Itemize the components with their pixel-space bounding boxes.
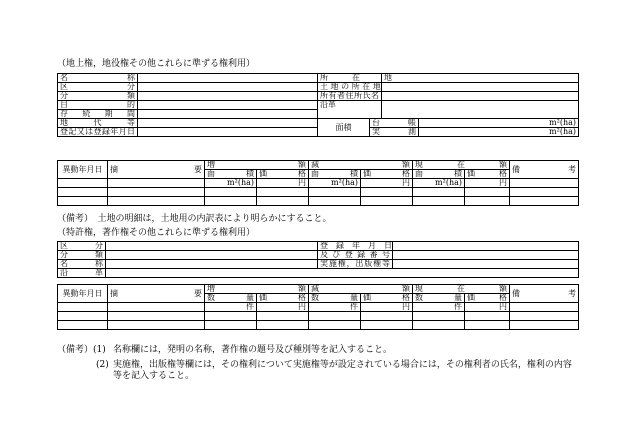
row1-remarks-2[interactable] xyxy=(510,303,579,312)
label-reg-number: 及 び 登 録 番 号 xyxy=(318,251,393,260)
ledger-unit: m²(ha) xyxy=(419,119,579,128)
dec-area: 面 積 xyxy=(309,170,361,179)
row1-inc-qty: 件 xyxy=(205,303,257,312)
cur-area: 面 積 xyxy=(413,170,465,179)
row1-date-2[interactable] xyxy=(58,303,108,312)
row3-cell-2[interactable] xyxy=(309,321,361,330)
row3-cell[interactable] xyxy=(205,197,257,206)
kubun-value[interactable] xyxy=(138,83,318,92)
owner-value[interactable] xyxy=(382,92,579,101)
row1-inc-price-2: 円 xyxy=(257,303,309,312)
col-remarks-2: 備 考 xyxy=(510,285,579,303)
label-kubun: 区 分 xyxy=(58,83,138,92)
row2-cell-2[interactable] xyxy=(257,312,309,321)
row3-remarks[interactable] xyxy=(510,197,579,206)
row2-summary[interactable] xyxy=(108,188,205,197)
label-term: 存 続 期 間 xyxy=(58,110,138,119)
survey-unit: m²(ha) xyxy=(419,128,579,137)
row2-summary-2[interactable] xyxy=(108,312,205,321)
label-rent: 地 代 等 xyxy=(58,119,138,128)
row2-cell-2[interactable] xyxy=(413,312,465,321)
col-summary-2: 摘 要 xyxy=(108,285,205,303)
row2-remarks[interactable] xyxy=(510,188,579,197)
purpose-value[interactable] xyxy=(138,101,318,110)
section2-note2: 実施権，出版権等欄には，その権利について実施権等が設定されている場合には，その権利者の氏名，権利の内容等を記入すること。 xyxy=(113,360,572,381)
col-increase-2: 増 額 xyxy=(205,285,309,294)
kubun-value-2[interactable] xyxy=(106,242,318,251)
row1-dec-price: 円 xyxy=(361,179,413,188)
row3-cell-2[interactable] xyxy=(257,321,309,330)
land-rights-info-table xyxy=(57,73,579,137)
label-bunrui: 分 類 xyxy=(58,92,138,101)
section1-caption: （地上権，地役権その他これらに準ずる権利用） xyxy=(57,59,256,69)
inc-area: 面 積 xyxy=(205,170,257,179)
row3-cell-2[interactable] xyxy=(361,321,413,330)
row3-summary-2[interactable] xyxy=(108,321,205,330)
row1-summary[interactable] xyxy=(108,179,205,188)
label-kubun-2: 区 分 xyxy=(58,242,106,251)
row1-inc-price: 円 xyxy=(257,179,309,188)
bunrui-value-2[interactable] xyxy=(106,251,318,260)
reg-date-value[interactable] xyxy=(138,128,318,137)
location-value[interactable] xyxy=(382,74,579,83)
row1-inc-area: m²(ha) xyxy=(205,179,257,188)
row1-dec-price-2: 円 xyxy=(361,303,413,312)
label-history: 沿革 xyxy=(318,101,382,119)
label-area: 面積 xyxy=(318,119,370,137)
row2-remarks-2[interactable] xyxy=(510,312,579,321)
history-value[interactable] xyxy=(382,101,579,119)
row1-cur-qty: 件 xyxy=(413,303,465,312)
reg-number-value[interactable] xyxy=(393,251,579,260)
inc-price-2: 価 格 xyxy=(257,294,309,303)
col-increase: 増 額 xyxy=(205,161,309,170)
row3-cell[interactable] xyxy=(257,197,309,206)
bunrui-value[interactable] xyxy=(138,92,318,101)
row2-date[interactable] xyxy=(58,188,108,197)
label-purpose: 目 的 xyxy=(58,101,138,110)
inc-qty: 数 量 xyxy=(205,294,257,303)
dec-qty: 数 量 xyxy=(309,294,361,303)
section2-note1: 名称欄には，発明の名称，著作権の題号及び種別等を記入すること。 xyxy=(113,345,393,355)
label-reg-date: 登記又は登録年月日 xyxy=(58,128,138,137)
section1-note: （備考） 土地の明細は，土地用の内訳表により明らかにすること。 xyxy=(57,214,332,224)
row2-cell[interactable] xyxy=(309,188,361,197)
rent-value[interactable] xyxy=(138,119,318,128)
term-value[interactable] xyxy=(138,110,318,119)
row2-cell-2[interactable] xyxy=(361,312,413,321)
row2-cell[interactable] xyxy=(257,188,309,197)
row1-remarks[interactable] xyxy=(510,179,579,188)
row1-cur-area: m²(ha) xyxy=(413,179,465,188)
row3-summary[interactable] xyxy=(108,197,205,206)
cur-price: 価 格 xyxy=(465,170,510,179)
dec-price: 価 格 xyxy=(361,170,413,179)
inc-price: 価 格 xyxy=(257,170,309,179)
ip-rights-movement-table xyxy=(57,284,579,330)
row1-summary-2[interactable] xyxy=(108,303,205,312)
row3-cell[interactable] xyxy=(465,197,510,206)
col-decrease-2: 減 額 xyxy=(309,285,413,294)
name-value-2[interactable] xyxy=(106,260,318,269)
label-bunrui-2: 分 類 xyxy=(58,251,106,260)
row3-date[interactable] xyxy=(58,197,108,206)
section2-caption: （特許権，著作権その他これらに準ずる権利用） xyxy=(57,228,256,238)
row1-dec-qty: 件 xyxy=(309,303,361,312)
dec-price-2: 価 格 xyxy=(361,294,413,303)
row3-cell[interactable] xyxy=(309,197,361,206)
row2-cell-2[interactable] xyxy=(465,312,510,321)
label-license: 実施権，出版権等 xyxy=(318,260,393,269)
row2-cell-2[interactable] xyxy=(205,312,257,321)
row2-cell[interactable] xyxy=(361,188,413,197)
history-value-2[interactable] xyxy=(106,269,579,278)
row2-cell[interactable] xyxy=(413,188,465,197)
ip-rights-info-table xyxy=(57,241,579,278)
row1-dec-area: m²(ha) xyxy=(309,179,361,188)
row3-cell[interactable] xyxy=(413,197,465,206)
row3-remarks-2[interactable] xyxy=(510,321,579,330)
label-name-2: 名 称 xyxy=(58,260,106,269)
row2-cell-2[interactable] xyxy=(309,312,361,321)
col-current-2: 現 在 額 xyxy=(413,285,510,294)
row3-date-2[interactable] xyxy=(58,321,108,330)
name-value[interactable] xyxy=(138,74,318,83)
section2-note2-label: (2) xyxy=(96,360,109,370)
row1-date[interactable] xyxy=(58,179,108,188)
label-owner: 所有者住所氏名 xyxy=(318,92,382,101)
col-summary: 摘 要 xyxy=(108,161,205,179)
row2-cell[interactable] xyxy=(465,188,510,197)
cur-price-2: 価 格 xyxy=(465,294,510,303)
row1-cur-price-2: 円 xyxy=(465,303,510,312)
license-value[interactable] xyxy=(393,260,579,269)
row3-cell[interactable] xyxy=(361,197,413,206)
row3-cell-2[interactable] xyxy=(205,321,257,330)
col-decrease: 減 額 xyxy=(309,161,413,170)
land-rights-movement-table xyxy=(57,160,579,206)
label-land-location: 土 地 の 所 在 地 xyxy=(318,83,382,92)
label-location: 所 在 地 xyxy=(318,74,382,83)
col-date-2: 異動年月日 xyxy=(58,285,108,303)
land-location-value[interactable] xyxy=(382,83,579,92)
col-date: 異動年月日 xyxy=(58,161,108,179)
row3-cell-2[interactable] xyxy=(413,321,465,330)
row2-date-2[interactable] xyxy=(58,312,108,321)
label-name: 名 称 xyxy=(58,74,138,83)
col-remarks: 備 考 xyxy=(510,161,579,179)
row1-cur-price: 円 xyxy=(465,179,510,188)
label-reg-date-2: 登 録 年 月 日 xyxy=(318,242,393,251)
row3-cell-2[interactable] xyxy=(465,321,510,330)
label-ledger: 台 帳 xyxy=(370,119,419,128)
section2-note1-label: （備考）(1) xyxy=(57,345,106,355)
label-survey: 実 測 xyxy=(370,128,419,137)
cur-qty: 数 量 xyxy=(413,294,465,303)
reg-date-value-2[interactable] xyxy=(393,242,579,251)
row2-cell[interactable] xyxy=(205,188,257,197)
col-current: 現 在 額 xyxy=(413,161,510,170)
label-history-2: 沿 革 xyxy=(58,269,106,278)
